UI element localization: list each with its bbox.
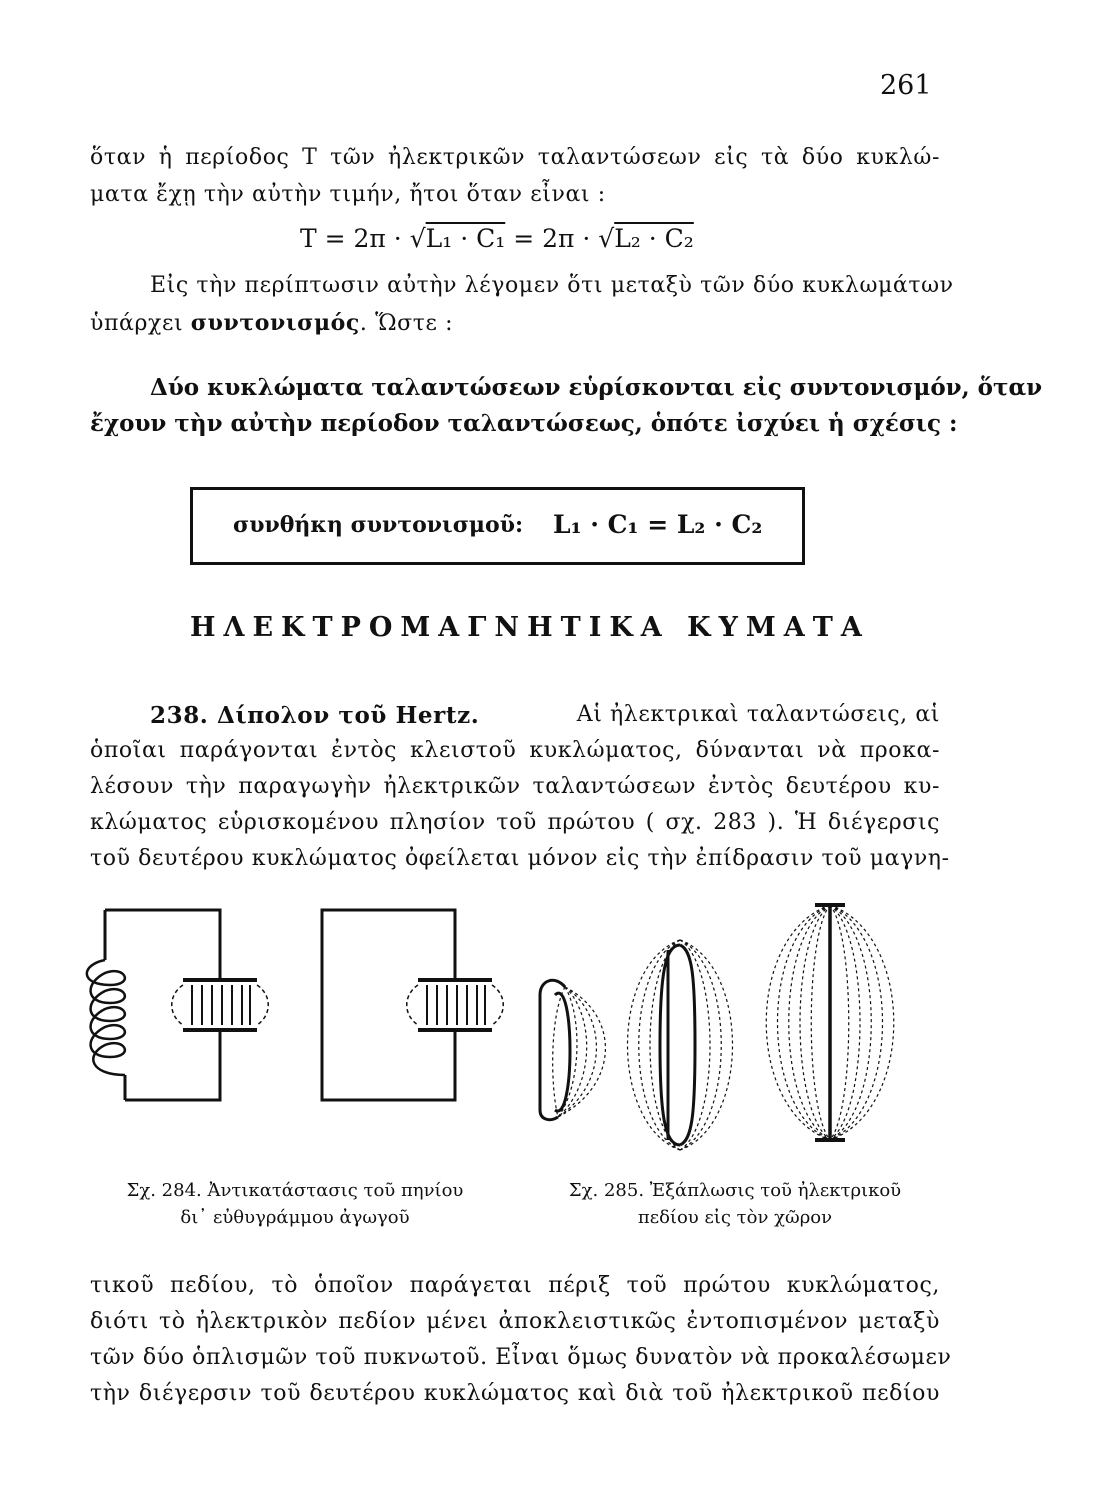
formula-radicand: L₂ · C₂ [614, 224, 694, 253]
caption-line: Σχ. 285. Ἐξάπλωσις τοῦ ἠλεκτρικοῦ [568, 1180, 902, 1201]
formula-part: = 2π · √ [505, 224, 615, 253]
figure-285-large-dipole [766, 905, 894, 1140]
text-line: ματα ἔχῃ τὴν αὐτὴν τιμήν, ἤτοι ὅταν εἶναι : [90, 182, 606, 207]
figure-284-caption [95, 1180, 495, 1228]
section-title-text: Δίπολον τοῦ Hertz. [217, 702, 480, 729]
text-line: τὴν διέγερσιν τοῦ δευτέρου κυκλώματος καὶ διὰ τοῦ ἠλεκτρικοῦ πεδίου [90, 1381, 940, 1406]
text-run: ὑπάρχει [90, 311, 191, 336]
term-bold: συντονισμός [190, 310, 360, 336]
text-line: ὁποῖαι παράγονται ἐντὸς κλειστοῦ κυκλώματος, δύνανται νὰ προκα- [90, 738, 940, 763]
section-first-line [150, 702, 940, 729]
figure-284-coil-circuit [87, 910, 268, 1100]
text-line: διότι τὸ ἠλεκτρικὸν πεδίον μένει ἀποκλειστικῶς ἐντοπισμένον μεταξὺ [90, 1309, 940, 1334]
text-line: ὅταν ἡ περίοδος T τῶν ἠλεκτρικῶν ταλαντώσεων εἰς τὰ δύο κυκλώ- [90, 145, 940, 170]
section-heading: ΗΛΕΚΤΡΟΜΑΓΝΗΤΙΚΑ ΚΥΜΑΤΑ [190, 612, 870, 643]
box-label: συνθήκη συντονισμοῦ: [233, 512, 524, 538]
box-equation: L₁ · C₁ = L₂ · C₂ [553, 510, 763, 539]
statement-line: ἔχουν τὴν αὐτὴν περίοδον ταλαντώσεως, ὁπότε ἰσχύει ἡ σχέσις : [90, 410, 958, 437]
caption-line: Σχ. 284. Ἀντικατάστασις τοῦ πηνίου [126, 1180, 464, 1201]
text-line: τῶν δύο ὁπλισμῶν τοῦ πυκνωτοῦ. Εἶναι ὅμως δυνατὸν νὰ προκαλέσωμεν [90, 1345, 952, 1370]
figure-285-small-dipole [540, 980, 605, 1119]
formula-radicand: L₁ · C₁ [425, 224, 506, 253]
caption-line: πεδίου εἰς τὸν χῶρον [637, 1207, 833, 1228]
section-number: 238. [150, 702, 209, 729]
text-line: τοῦ δευτέρου κυκλώματος ὀφείλεται μόνον εἰς τὴν ἐπίδρασιν τοῦ μαγνη- [90, 846, 950, 871]
section-title [150, 702, 479, 729]
figure-285-caption [535, 1180, 935, 1228]
figure-285-medium-dipole [628, 940, 733, 1150]
statement-line: Δύο κυκλώματα ταλαντώσεων εὑρίσκονται εἰς συντονισμόν, ὅταν [150, 374, 1043, 401]
resonance-period-formula [300, 224, 694, 253]
text-run: . Ὥστε : [359, 311, 454, 336]
text-line: Εἰς τὴν περίπτωσιν αὐτὴν λέγομεν ὅτι μεταξὺ τῶν δύο κυκλωμάτων [150, 273, 954, 298]
text-line: λέσουν τὴν παραγωγὴν ἠλεκτρικῶν ταλαντώσεων ἐντὸς δευτέρου κυ- [90, 774, 940, 799]
text-line: κλώματος εὑρισκομένου πλησίον τοῦ πρώτου ( σχ. 283 ). Ἡ διέγερσις [90, 810, 940, 835]
caption-line: δι᾽ εὐθυγράμμου ἀγωγοῦ [180, 1207, 410, 1228]
formula-part: T = 2π · √ [300, 224, 426, 253]
text-line: τικοῦ πεδίου, τὸ ὁποῖον παράγεται πέριξ τοῦ πρώτου κυκλώματος, [90, 1273, 940, 1298]
resonance-condition-box [190, 487, 805, 565]
page-number: 261 [880, 70, 932, 101]
text-line [90, 310, 940, 336]
figures-284-285 [80, 895, 940, 1155]
text-run: Αἱ ἠλεκτρικαὶ ταλαντώσεις, αἱ [576, 702, 940, 727]
figure-284-straight-conductor [322, 910, 503, 1100]
